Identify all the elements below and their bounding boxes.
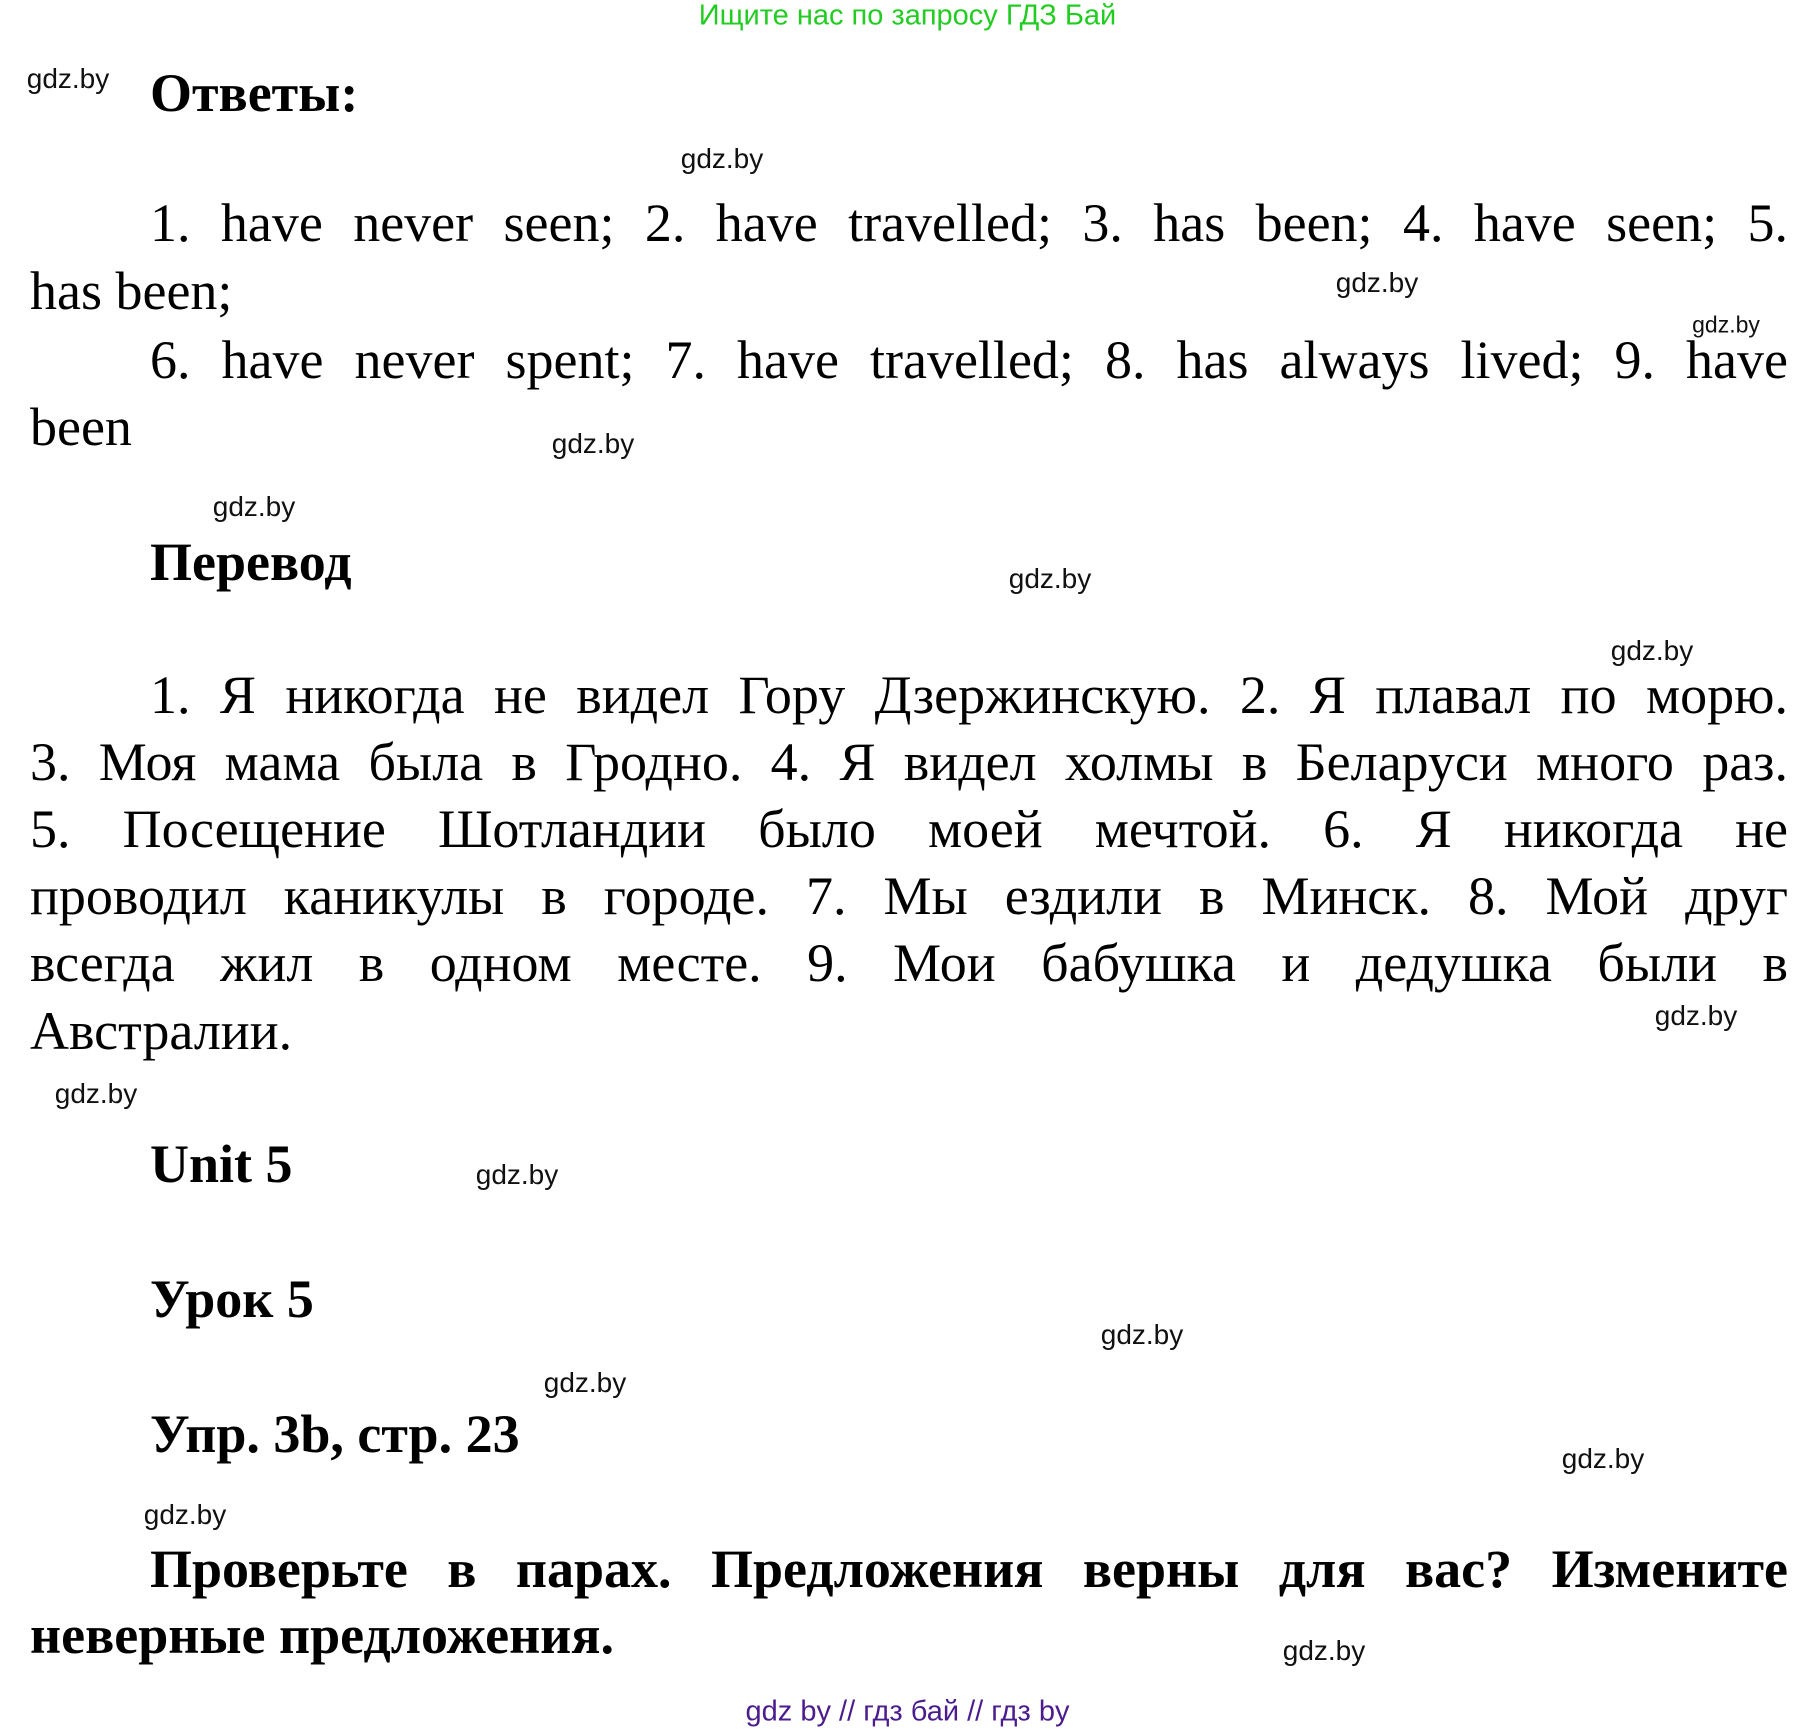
- task-line: неверные предложения.: [30, 1605, 615, 1665]
- watermark: gdz.by: [680, 143, 764, 174]
- watermark: gdz.by: [1008, 563, 1092, 594]
- translation-line: проводил каникулы в городе. 7. Мы ездили в Минск. 8. Мой друг: [30, 866, 1788, 926]
- watermark: gdz.by: [143, 1499, 227, 1530]
- translation-line: 1. Я никогда не видел Гору Дзержинскую. 2. Я плавал по морю.: [150, 665, 1788, 725]
- watermark: gdz.by: [543, 1367, 627, 1398]
- watermark: gdz.by: [1654, 1000, 1738, 1031]
- watermark: gdz.by: [26, 63, 110, 94]
- lesson-heading: Урок 5: [150, 1269, 314, 1329]
- watermark: gdz.by: [212, 491, 296, 522]
- search-banner: Ищите нас по запросу ГДЗ Бай: [698, 0, 1117, 32]
- unit-heading: Unit 5: [150, 1134, 293, 1194]
- translation-line: 5. Посещение Шотландии было моей мечтой. 6. Я никогда не: [30, 799, 1788, 859]
- answer-line: 1. have never seen; 2. have travelled; 3. has been; 4. have seen; 5.: [150, 193, 1788, 253]
- watermark: gdz.by: [54, 1078, 138, 1109]
- task-line: Проверьте в парах. Предложения верны для вас? Измените: [150, 1539, 1788, 1599]
- watermark: gdz.by: [1335, 267, 1419, 298]
- translation-line: всегда жил в одном месте. 9. Мои бабушка и дедушка были в: [30, 933, 1788, 993]
- footer-links: gdz by // гдз бай // гдз by: [745, 1695, 1070, 1728]
- watermark: gdz.by: [475, 1159, 559, 1190]
- translation-heading: Перевод: [150, 532, 352, 592]
- answer-line: been: [30, 397, 132, 457]
- watermark: gdz.by: [1282, 1635, 1366, 1666]
- watermark: gdz.by: [1692, 311, 1760, 338]
- watermark: gdz.by: [1610, 635, 1694, 666]
- exercise-heading: Упр. 3b, стр. 23: [150, 1404, 520, 1464]
- answer-line: 6. have never spent; 7. have travelled; 8. has always lived; 9. have: [150, 330, 1788, 390]
- watermark: gdz.by: [551, 428, 635, 459]
- translation-line: Австралии.: [30, 1001, 293, 1061]
- answer-line: has been;: [30, 261, 233, 321]
- watermark: gdz.by: [1561, 1443, 1645, 1474]
- watermark: gdz.by: [1100, 1319, 1184, 1350]
- answers-heading: Ответы:: [150, 63, 359, 123]
- translation-line: 3. Моя мама была в Гродно. 4. Я видел холмы в Беларуси много раз.: [30, 732, 1788, 792]
